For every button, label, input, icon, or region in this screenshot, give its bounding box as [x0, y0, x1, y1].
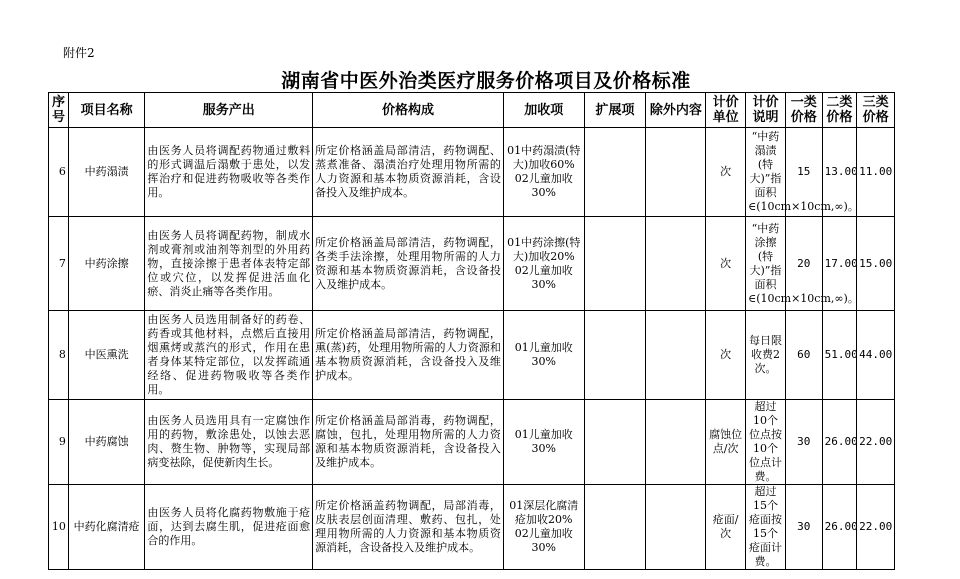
cell-class1: 20 [785, 217, 822, 311]
cell-seq: 7 [49, 217, 69, 311]
table-row [49, 311, 895, 400]
cell-extension [584, 217, 646, 311]
cell-note: 超过15个疮面按15个疮面计费。 [746, 485, 786, 570]
header-extension: 扩展项 [584, 93, 646, 128]
cell-exclusion [646, 128, 706, 217]
cell-note: 每日限收费2次。 [746, 311, 786, 400]
header-name: 项目名称 [68, 93, 145, 128]
cell-note: “中药涂擦(特大)”指面积∈(10cm×10cm,∞)。 [746, 217, 786, 311]
cell-unit: 次 [706, 217, 746, 311]
cell-class2: 13.00 [822, 128, 857, 217]
cell-class3: 22.00 [857, 485, 895, 570]
cell-composition: 所定价格涵盖局部消毒，药物调配，腐蚀，包扎，处理用物所需的人力资源和基本物质资源消耗，含设备投入及维护成本。 [313, 400, 504, 485]
cell-service: 由医务人员将调配药物，制成水剂或膏剂或油剂等剂型的外用药物，直接涂擦于患者体表特定部位或穴位，以发挥促进活血化瘀、消炎止痛等各类作用。 [145, 217, 313, 311]
header-class2: 二类价格 [822, 93, 857, 128]
header-note: 计价说明 [746, 93, 786, 128]
header-seq: 序号 [49, 93, 69, 128]
cell-composition: 所定价格涵盖局部清洁，药物调配、蒸煮准备、溻渍治疗处理用物所需的人力资源和基本物质资源消耗，含设备投入及维护成本。 [313, 128, 504, 217]
cell-exclusion [646, 217, 706, 311]
header-unit: 计价单位 [706, 93, 746, 128]
header-class3: 三类价格 [857, 93, 895, 128]
cell-class2: 26.00 [822, 400, 857, 485]
cell-extension [584, 485, 646, 570]
cell-unit: 次 [706, 311, 746, 400]
cell-exclusion [646, 400, 706, 485]
header-row [49, 93, 895, 128]
cell-class3: 44.00 [857, 311, 895, 400]
cell-surcharge: 01中药溻渍(特大)加收60% 02儿童加收30% [503, 128, 584, 217]
cell-class3: 22.00 [857, 400, 895, 485]
cell-surcharge: 01儿童加收30% [503, 400, 584, 485]
cell-surcharge: 01深层化腐清疮加收20% 02儿童加收30% [503, 485, 584, 570]
cell-service: 由医务人员选用制备好的药卷、药香或其他材料，点燃后直接用烟熏烤或蒸汽的形式，作用在患者身体某特定部位，以发挥疏通经络、促进药物吸收等各类作用。 [145, 311, 313, 400]
header-composition: 价格构成 [313, 93, 504, 128]
document-title: 湖南省中医外治类医疗服务价格项目及价格标准 [281, 70, 691, 92]
cell-composition: 所定价格涵盖局部清洁，药物调配，熏(蒸)药，处理用物所需的人力资源和基本物质资源消耗，含设备投入及维护成本。 [313, 311, 504, 400]
cell-composition: 所定价格涵盖药物调配，局部消毒，皮肤表层创面清理、敷药、包扎，处理用物所需的人力资源和基本物质资源消耗，含设备投入及维护成本。 [313, 485, 504, 570]
cell-service: 由医务人员将化腐药物敷施于疮面，达到去腐生肌，促进疮面愈合的作用。 [145, 485, 313, 570]
cell-service: 由医务人员将调配药物通过敷料的形式调温后溻敷于患处，以发挥治疗和促进药物吸收等各类作用。 [145, 128, 313, 217]
cell-composition: 所定价格涵盖局部清洁，药物调配，各类手法涂擦，处理用物所需的人力资源和基本物质资源消耗，含设备投入及维护成本。 [313, 217, 504, 311]
header-class1: 一类价格 [785, 93, 822, 128]
cell-surcharge: 01儿童加收30% [503, 311, 584, 400]
cell-name: 中药涂擦 [68, 217, 145, 311]
header-surcharge: 加收项 [503, 93, 584, 128]
cell-class2: 51.00 [822, 311, 857, 400]
table-row [49, 485, 895, 570]
cell-extension [584, 128, 646, 217]
cell-seq: 9 [49, 400, 69, 485]
table-row [49, 400, 895, 485]
cell-name: 中医熏洗 [68, 311, 145, 400]
attachment-label: 附件2 [63, 46, 95, 60]
cell-service: 由医务人员选用具有一定腐蚀作用的药物，敷涂患处，以蚀去恶肉、赘生物、肿物等，实现局部病变祛除，促使新肉生长。 [145, 400, 313, 485]
cell-surcharge: 01中药涂擦(特大)加收20% 02儿童加收30% [503, 217, 584, 311]
header-exclusion: 除外内容 [646, 93, 706, 128]
cell-class3: 15.00 [857, 217, 895, 311]
cell-seq: 8 [49, 311, 69, 400]
cell-unit: 次 [706, 128, 746, 217]
table-row [49, 217, 895, 311]
cell-name: 中药腐蚀 [68, 400, 145, 485]
cell-note: 超过10个位点按10个位点计费。 [746, 400, 786, 485]
cell-extension [584, 400, 646, 485]
cell-class1: 15 [785, 128, 822, 217]
cell-class3: 11.00 [857, 128, 895, 217]
cell-note: “中药溻渍(特大)”指面积∈(10cm×10cm,∞)。 [746, 128, 786, 217]
cell-class1: 30 [785, 400, 822, 485]
cell-class1: 30 [785, 485, 822, 570]
cell-extension [584, 311, 646, 400]
cell-class2: 17.00 [822, 217, 857, 311]
cell-unit: 腐蚀位点/次 [706, 400, 746, 485]
cell-exclusion [646, 311, 706, 400]
cell-name: 中药化腐清疮 [68, 485, 145, 570]
table-row [49, 128, 895, 217]
cell-seq: 6 [49, 128, 69, 217]
cell-seq: 10 [49, 485, 69, 570]
cell-unit: 疮面/次 [706, 485, 746, 570]
cell-class1: 60 [785, 311, 822, 400]
price-table [48, 92, 895, 570]
cell-class2: 26.00 [822, 485, 857, 570]
cell-exclusion [646, 485, 706, 570]
cell-name: 中药溻渍 [68, 128, 145, 217]
header-service: 服务产出 [145, 93, 313, 128]
